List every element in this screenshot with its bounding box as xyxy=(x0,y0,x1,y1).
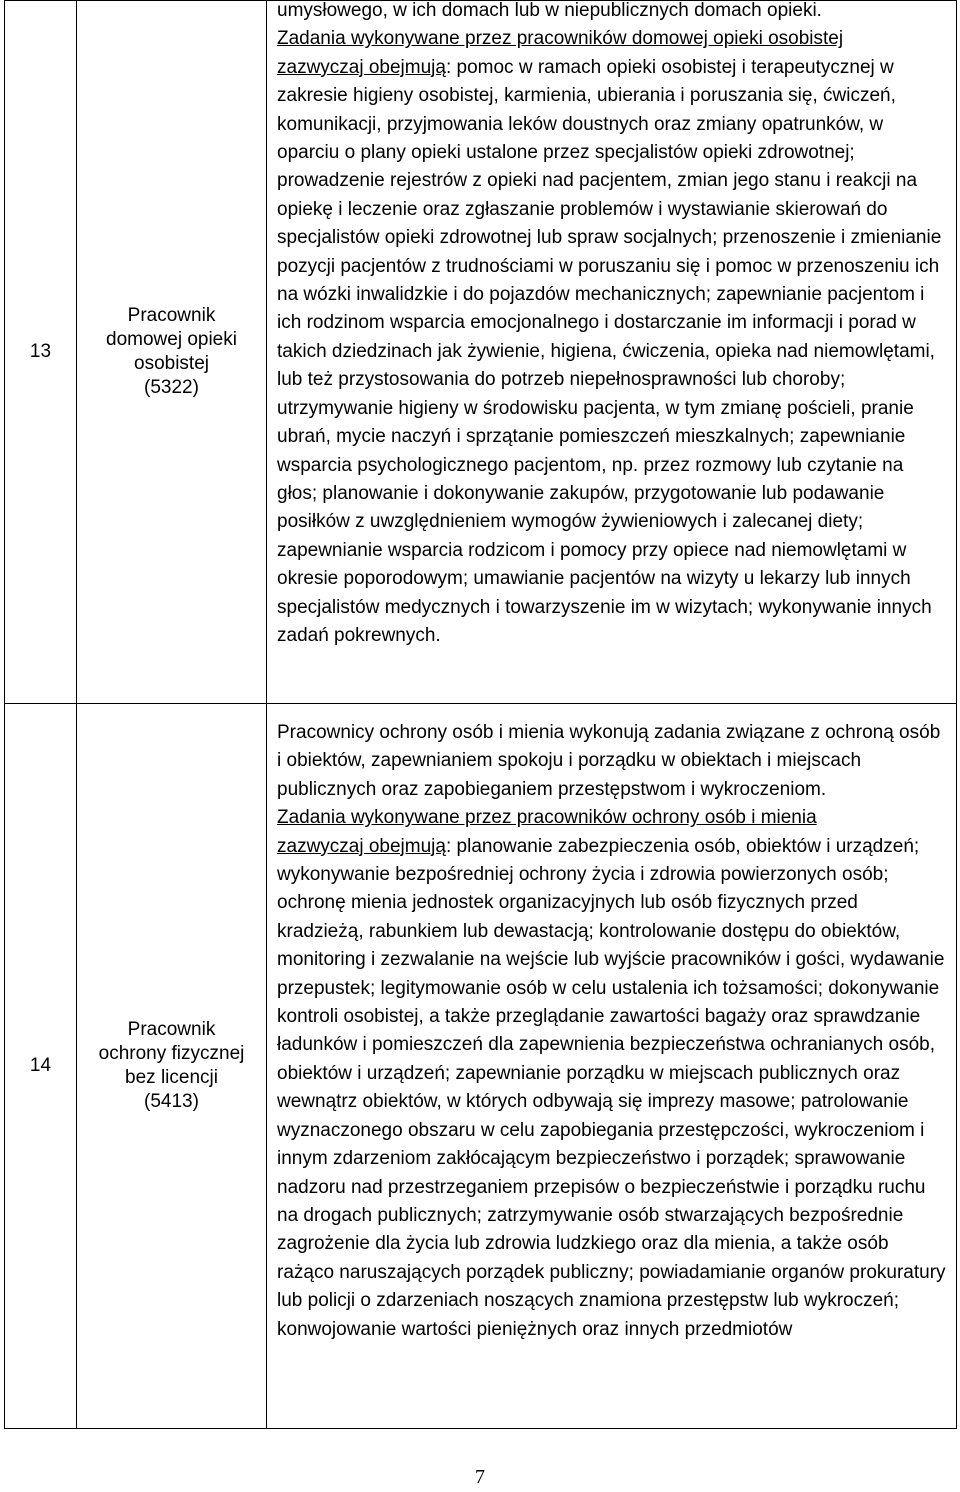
occupation-name xyxy=(77,1,267,704)
description-underlined: Zadania wykonywane przez pracowników domowej opieki osobistej xyxy=(277,28,844,50)
occupation-name-line: osobistej xyxy=(134,353,209,374)
occupation-name-line: ochrony fizycznej xyxy=(98,1043,245,1064)
table-row xyxy=(5,704,957,1429)
occupation-name-line: (5413) xyxy=(144,1091,199,1112)
occupation-name-line: bez licencji xyxy=(125,1067,218,1088)
occupation-description xyxy=(267,704,957,1429)
occupation-name-line: Pracownik xyxy=(127,1019,216,1040)
page-number: 7 xyxy=(475,1466,485,1488)
occupation-name-line: domowej opieki xyxy=(106,329,237,350)
occupation-name-line: (5322) xyxy=(144,377,199,398)
description-underlined: zazwyczaj obejmują xyxy=(277,56,446,78)
row-number: 13 xyxy=(5,1,77,704)
description-text: : planowanie zabezpieczenia osób, obiektów i urządzeń; wykonywanie bezpośredniej ochrony życia i zdrowia powierzonych osób; ochronę mienia jednostek organizacyjnych lub osób fizycznych przed kradzieżą, rabunkiem lub dewastacją; kontrolowanie dostępu do obiektów, monitoring i zezwalanie na wejście lub wyjście pracowników i gości, wydawanie przepustek; legitymowanie osób w celu ustalenia ich tożsamości; dokonywanie kontroli osobistej, a także przeglądanie zawartości bagaży oraz sprawdzanie ładunków i pomieszczeń dla zapewnienia bezpieczeństwa ochranianych osób, obiektów i urządzeń; zapewnianie porządku w miejscach publicznych oraz wewnątrz obiektów, w których odbywają się imprezy masowe; patrolowanie wyznaczonego obszaru w celu zapobiegania przestępczości, wykroczeniom i innym zdarzeniom zakłócającym bezpieczeństwo i porządek; sprawowanie nadzoru nad przestrzeganiem przepisów o bezpieczeństwie i porządku ruchu na drogach publicznych; zatrzymywanie osób stwarzających bezpośrednie zagrożenie dla życia lub zdrowia ludzkiego oraz dla mienia, a także osób rażąco naruszających porządek publiczny; powiadamianie organów prokuratury lub policji o zdarzeniach noszących znamiona przestępstw lub wykroczeń; konwojowanie wartości pieniężnych oraz innych przedmiotów xyxy=(277,835,946,1340)
description-underlined: Zadania wykonywane przez pracowników ochrony osób i mienia xyxy=(277,807,817,829)
occupation-description xyxy=(267,1,957,704)
description-text: umysłowego, w ich domach lub w niepublicznych domach opieki. xyxy=(277,0,822,21)
occupation-table xyxy=(4,0,957,1429)
occupation-name xyxy=(77,704,267,1429)
description-text: : pomoc w ramach opieki osobistej i terapeutycznej w zakresie higieny osobistej, karmienia, ubierania i poruszania się, ćwiczeń, komunikacji, przyjmowania leków doustnych oraz zmiany opatrunków, w oparciu o plany opieki ustalone przez specjalistów opieki zdrowotnej; prowadzenie rejestrów z opieki nad pacjentem, zmian jego stanu i reakcji na opiekę i leczenie oraz zgłaszanie problemów i wystawianie skierowań do specjalistów opieki zdrowotnej lub spraw socjalnych; przenoszenie i zmienianie pozycji pacjentów z trudnościami w poruszaniu się i pomoc w przenoszeniu ich na wózki inwalidzkie i do pojazdów mechanicznych; zapewnianie pacjentom i ich rodzinom wsparcia emocjonalnego i dostarczanie im informacji i porad w takich dziedzinach jak żywienie, higiena, ćwiczenia, opieka nad niemowlętami, lub też przystosowania do potrzeb niepełnosprawności lub choroby; utrzymywanie higieny w środowisku pacjenta, w tym zmianę pościeli, pranie ubrań, mycie naczyń i sprzątanie pomieszczeń mieszkalnych; zapewnianie wsparcia psychologicznego pacjentom, np. przez rozmowy lub czytanie na głos; planowanie i dokonywanie zakupów, przygotowanie lub podawanie posiłków z uwzględnieniem wymogów żywieniowych i zalecanej diety; zapewnianie wsparcia rodzicom i pomocy przy opiece nad niemowlętami w okresie poporodowym; umawianie pacjentów na wizyty u lekarzy lub innych specjalistów medycznych i towarzyszenie im w wizytach; wykonywanie innych zadań pokrewnych. xyxy=(277,56,942,646)
description-underlined: zazwyczaj obejmują xyxy=(277,835,446,857)
description-text: Pracownicy ochrony osób i mienia wykonują zadania związane z ochroną osób i obiektów, zapewnianiem spokoju i porządku w obiektach i miejscach publicznych oraz zapobieganiem przestępstwom i wykroczeniom. xyxy=(277,722,941,800)
table-row xyxy=(5,1,957,704)
row-number: 14 xyxy=(5,704,77,1429)
occupation-name-line: Pracownik xyxy=(127,305,216,326)
